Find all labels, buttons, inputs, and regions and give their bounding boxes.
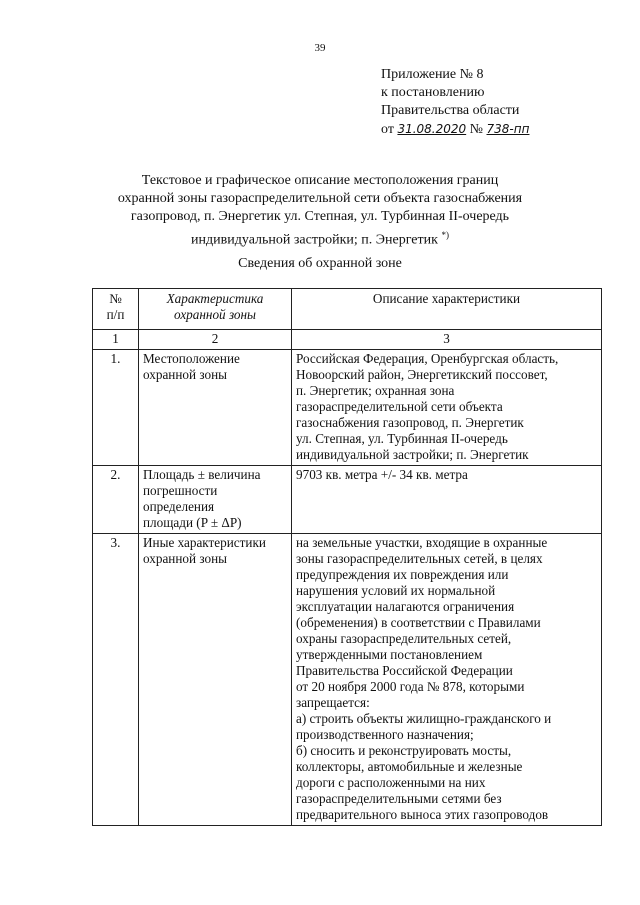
header-col-3: Описание характеристики [292, 289, 602, 330]
zone-info-table [92, 288, 602, 826]
document-title [60, 172, 580, 250]
row-number: 3. [93, 534, 139, 826]
row-description: Российская Федерация, Оренбургская область, Новоорский район, Энергетикский поссовет, п. Энергетик; охранная зона газораспределительной сети объекта газоснабжения газопровод, п. Энергетик ул. Степная, ул. Турбинная II-очередь индивидуальной застройки; п. Энергетик [292, 350, 602, 466]
footnote-mark: *) [441, 230, 449, 240]
header-col-1: № п/п [93, 289, 139, 330]
row-characteristic: Иные характеристики охранной зоны [139, 534, 292, 826]
numbering-cell: 2 [139, 330, 292, 350]
row-number: 1. [93, 350, 139, 466]
title-line-1: Текстовое и графическое описание местоположения границ [141, 173, 499, 188]
number-prefix: № [469, 122, 484, 137]
row-description: 9703 кв. метра +/- 34 кв. метра [292, 466, 602, 534]
numbering-cell: 3 [292, 330, 602, 350]
title-line-3: газопровод, п. Энергетик ул. Степная, ул. Турбинная II-очередь [130, 209, 510, 224]
row-number: 2. [93, 466, 139, 534]
title-line-4-text: индивидуальной застройки; п. Энергетик [191, 232, 438, 248]
appendix-line-1: Приложение № 8 [381, 67, 484, 82]
title-line-2: охранной зоны газораспределительной сети объекта газоснабжения [117, 191, 523, 206]
row-characteristic: Местоположение охранной зоны [139, 350, 292, 466]
date-prefix: от [381, 122, 394, 137]
appendix-line-3: Правительства области [381, 103, 520, 118]
numbering-cell: 1 [93, 330, 139, 350]
table-numbering-row [93, 330, 602, 350]
header-col-2: Характеристика охранной зоны [139, 289, 292, 330]
table-row [93, 534, 602, 826]
appendix-block [381, 66, 529, 139]
table-header-row [93, 289, 602, 330]
table-row [93, 350, 602, 466]
table-row [93, 466, 602, 534]
section-subtitle: Сведения об охранной зоне [238, 256, 402, 271]
appendix-date-line [381, 120, 529, 139]
handwritten-date: 31.08.2020 [397, 122, 467, 136]
title-line-4 [60, 226, 580, 250]
page-number: 39 [314, 42, 326, 54]
row-characteristic: Площадь ± величина погрешности определения площади (P ± ΔP) [139, 466, 292, 534]
row-description: на земельные участки, входящие в охранные зоны газораспределительных сетей, в целях предупреждения их повреждения или нарушения условий их нормальной эксплуатации налагаются ограничения (обременения) в соответствии с Правилами охраны газораспределительных сетей, утвержденными постановлением Правительства Российской Федерации от 20 ноября 2000 года № 878, которыми запрещается: а) строить объекты жилищно-гражданского и производственного назначения; б) сносить и реконструировать мосты, коллекторы, автомобильные и железные дороги с расположенными на них газораспределительными сетями без предварительного выноса этих газопроводов [292, 534, 602, 826]
handwritten-number: 738-пп [486, 122, 530, 136]
appendix-line-2: к постановлению [381, 85, 485, 100]
